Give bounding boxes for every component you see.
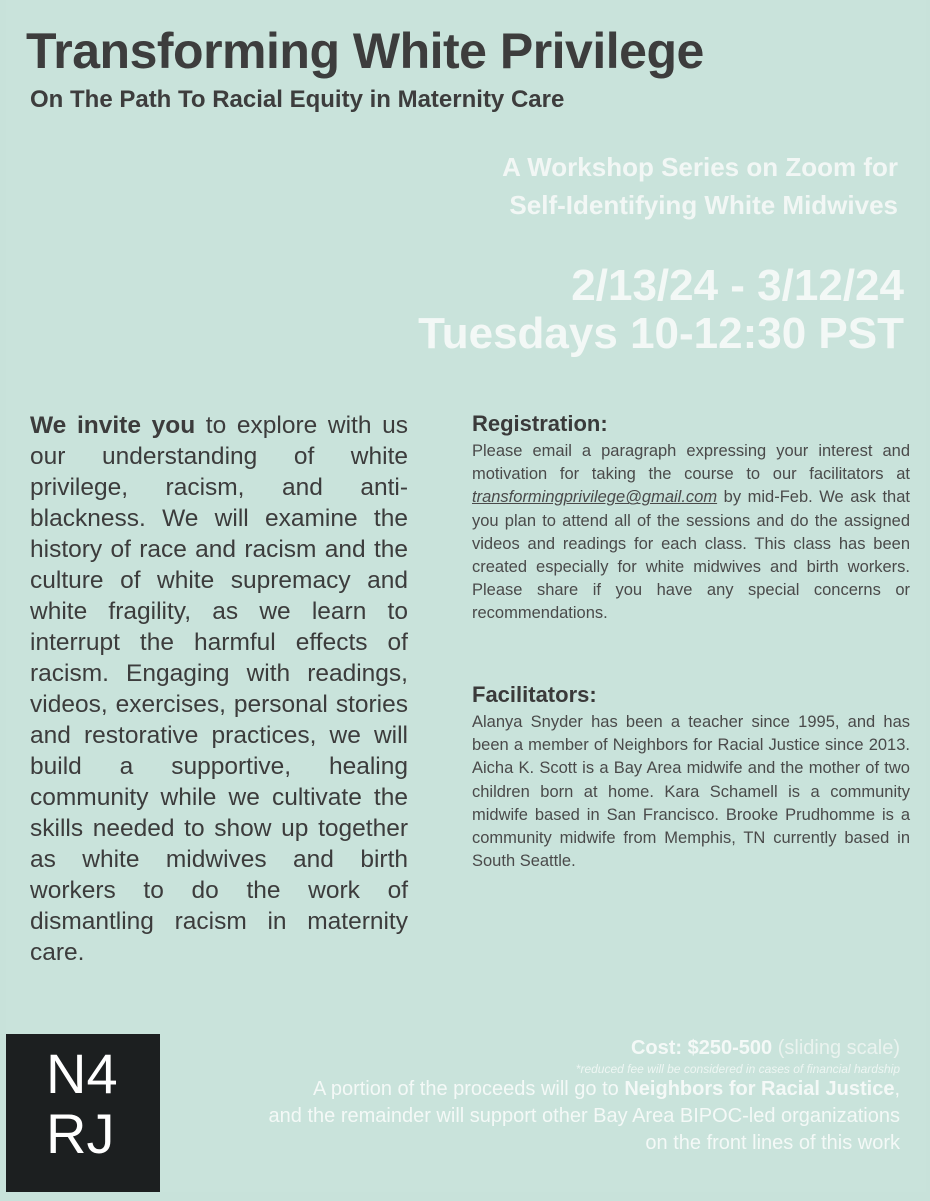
schedule: [284, 262, 904, 358]
session-time: Tuesdays 10-12:30 PST: [418, 309, 904, 358]
registration-heading: Registration:: [472, 411, 608, 436]
cost-section: [140, 1034, 900, 1157]
facilitators-heading: Facilitators:: [472, 682, 597, 707]
registration-text: [472, 440, 910, 626]
proceeds-line-1: [140, 1076, 900, 1103]
workshop-series-info: [378, 148, 898, 224]
registration-section: [472, 410, 910, 626]
series-line-1: A Workshop Series on Zoom for: [502, 152, 898, 182]
facilitators-section: [472, 681, 910, 873]
proceeds-text: A portion of the proceeds will go to: [313, 1078, 625, 1100]
series-line-2: Self-Identifying White Midwives: [509, 190, 898, 220]
proceeds-line-3: on the front lines of this work: [645, 1132, 900, 1154]
facilitators-text: Alanya Snyder has been a teacher since 1995, and has been a member of Neighbors for Racial Justice since 2013. Aicha K. Scott is a Bay Area midwife and the mother of two children born at home. Kara Schamell is a community midwife based in San Francisco. Brooke Prudhomme is a community midwife from Memphis, TN currently based in South Seattle.: [472, 713, 910, 871]
cost-line: [140, 1034, 900, 1062]
invitation-paragraph: [30, 410, 408, 968]
cost-scale: (sliding scale): [772, 1037, 900, 1059]
logo-line-2: RJ: [46, 1102, 115, 1165]
fee-note: *reduced fee will be considered in cases of financial hardship: [575, 1062, 900, 1076]
invitation-body: to explore with us our understanding of white privilege, racism, and anti-blackness. We will examine the history of race and racism and the culture of white supremacy and white fragility, as we learn to interrupt the harmful effects of racism. Engaging with readings, videos, exercises, personal stories and restorative practices, we will build a supportive, healing community while we cultivate the skills needed to show up together as white midwives and birth workers to do the work of dismantling racism in maternity care.: [30, 412, 408, 966]
invitation-lead: We invite you: [30, 412, 196, 439]
proceeds-line-2: and the remainder will support other Bay Area BIPOC-led organizations: [268, 1105, 900, 1127]
date-range: 2/13/24 - 3/12/24: [571, 261, 904, 310]
page-subtitle: On The Path To Racial Equity in Maternity Care: [30, 86, 565, 113]
logo-line-1: N4: [46, 1042, 118, 1105]
n4rj-logo: [6, 1034, 160, 1192]
registration-text-end: by mid-Feb. We ask that you plan to attend all of the sessions and do the assigned videos and readings for each class. This class has been created especially for white midwives and birth workers. Please share if you have any special concerns or recommendations.: [472, 488, 910, 623]
flyer: [6, 0, 926, 1192]
registration-text-start: Please email a paragraph expressing your interest and motivation for taking the course to our facilitators at: [472, 442, 910, 484]
cost-label: Cost: $250-500: [630, 1037, 773, 1059]
proceeds-comma: ,: [894, 1078, 900, 1100]
registration-email-link[interactable]: transformingprivilege@gmail.com: [472, 488, 718, 507]
page-title: Transforming White Privilege: [26, 23, 704, 79]
proceeds-org: Neighbors for Racial Justice: [624, 1078, 895, 1100]
